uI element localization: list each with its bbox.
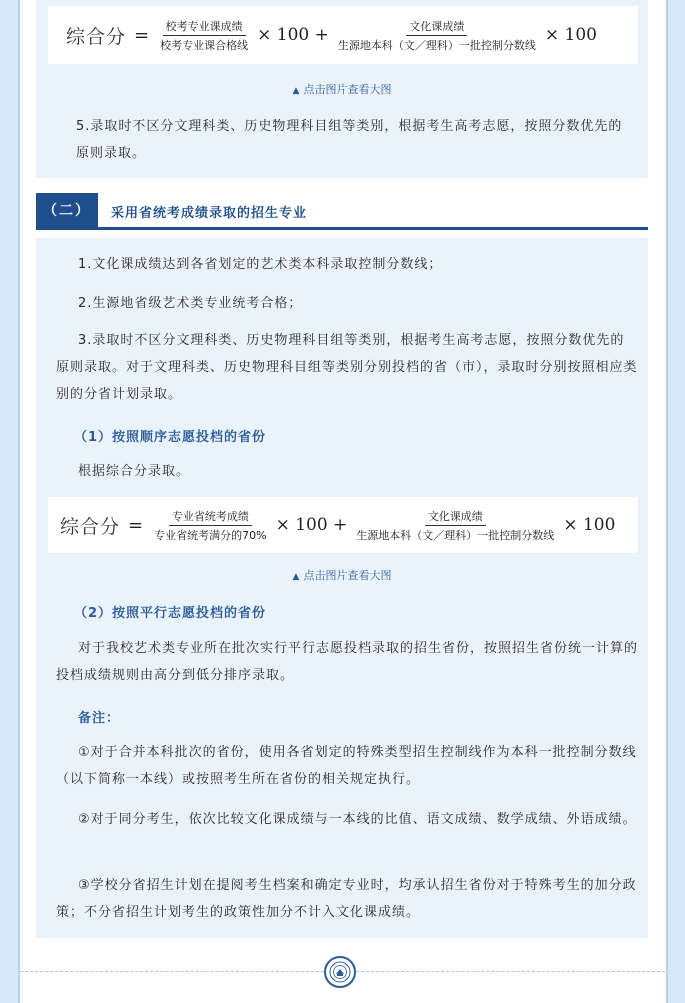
- fraction-numerator: 专业省统考成绩: [169, 508, 252, 526]
- section-title: 采用省统考成绩录取的招生专业: [111, 206, 308, 221]
- note-item-1: ①对于合并本科批次的省份，使用各省划定的特殊类型招生控制线作为本科一批控制分数线（以下简称一本线）或按照考生所在省份的相关规定执行。: [56, 745, 637, 787]
- fraction-denominator: 生源地本科（文／理科）一批控制分数线: [356, 528, 555, 542]
- section-header: [36, 193, 648, 230]
- subheading-parallel: （2）按照平行志愿投档的省份: [74, 606, 267, 621]
- formula-multiplier: × 100 +: [257, 25, 329, 45]
- formula-fraction-2: [335, 18, 539, 53]
- paragraph-parallel: 对于我校艺术类专业所在批次实行平行志愿投档录取的招生省份，按照招生省份统一计算的投档成绩规则由高分到低分排序录取。: [56, 641, 639, 683]
- formula-multiplier: × 100: [544, 25, 597, 45]
- triangle-up-icon: ▲: [292, 86, 300, 96]
- list-item-1: 1.文化课成绩达到各省划定的艺术类本科录取控制分数线；: [78, 257, 443, 272]
- caption-text: 点击图片查看大图: [303, 569, 392, 582]
- formula-image-1[interactable]: [48, 6, 638, 64]
- formula-multiplier: × 100: [563, 515, 616, 535]
- formula-fraction-2: [353, 508, 557, 543]
- formula-label: 综合分: [60, 515, 121, 538]
- triangle-up-icon: ▲: [292, 572, 300, 582]
- fraction-denominator: 生源地本科（文／理科）一批控制分数线: [337, 38, 536, 52]
- formula-fraction-1: [151, 508, 269, 543]
- list-item-3: 3.录取时不区分文理科类、历史物理科目组等类别，根据考生高考志愿，按照分数优先的原则录取。对于文理科类、历史物理科目组等类别分别投档的省（市），录取时分别按照相应类别的分省计划录取。: [56, 333, 638, 402]
- paragraph-rule-5: 5.录取时不区分文理科类、历史物理科目组等类别，根据考生高考志愿，按照分数优先的原则录取。: [76, 119, 623, 161]
- section-number: （二）: [36, 193, 98, 227]
- fraction-numerator: 文化课成绩: [425, 508, 486, 526]
- formula-image-2[interactable]: [48, 497, 638, 553]
- formula-fraction-1: [157, 18, 251, 53]
- fraction-denominator: 校考专业课合格线: [160, 38, 249, 52]
- list-item-2: 2.生源地省级艺术类专业统考合格；: [78, 296, 303, 311]
- note-item-2: ②对于同分考生，依次比较文化课成绩与一本线的比值、语文成绩、数学成绩、外语成绩。: [78, 812, 637, 827]
- university-seal-icon: [324, 956, 356, 988]
- formula-multiplier: × 100 +: [275, 515, 348, 535]
- formula-label: 综合分: [66, 25, 127, 48]
- formula-equals: =: [128, 514, 144, 536]
- subheading-sequential: （1）按照顺序志愿投档的省份: [74, 430, 267, 445]
- image-caption-2[interactable]: [36, 567, 648, 583]
- image-caption-1[interactable]: [36, 81, 648, 97]
- fraction-numerator: 校考专业课成绩: [163, 18, 246, 36]
- formula-equals: =: [134, 24, 150, 46]
- paragraph-sequential: 根据综合分录取。: [78, 464, 191, 479]
- caption-text: 点击图片查看大图: [303, 83, 392, 96]
- notes-title: 备注：: [78, 711, 121, 726]
- fraction-numerator: 文化课成绩: [406, 18, 467, 36]
- note-item-3: ③学校分省招生计划在提阅考生档案和确定专业时，均承认招生省份对于特殊考生的加分政策；不分省招生计划考生的政策性加分不计入文化课成绩。: [56, 878, 637, 920]
- fraction-denominator: 专业省统考满分的70%: [154, 528, 267, 542]
